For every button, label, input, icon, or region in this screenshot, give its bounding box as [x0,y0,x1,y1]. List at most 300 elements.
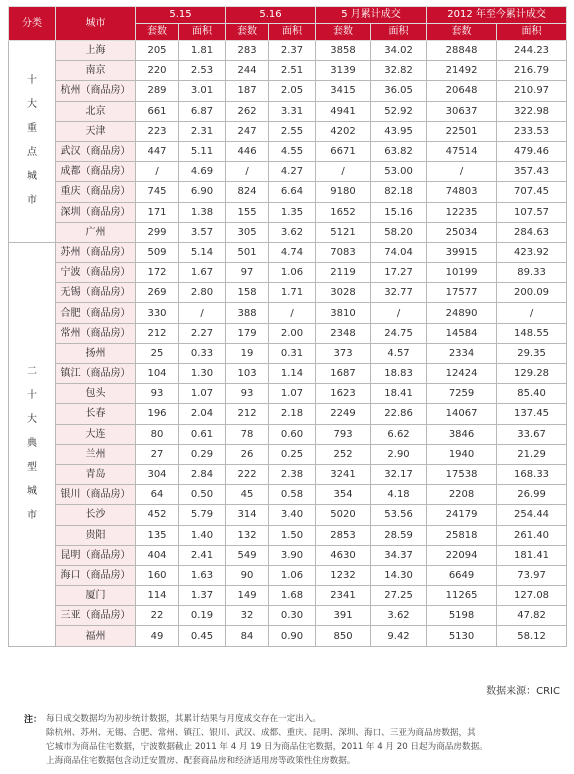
area-cell: 32.82 [371,61,427,81]
units-cell: / [226,162,269,182]
category-char: 十 [27,75,37,87]
units-cell: 5121 [316,222,371,242]
area-cell: 210.97 [497,81,567,101]
area-cell: 52.92 [371,101,427,121]
header-area: 面积 [497,24,567,41]
table-row [9,525,567,545]
units-cell: 289 [136,81,179,101]
area-cell: 707.45 [497,182,567,202]
units-cell: 3241 [316,464,371,484]
area-cell: 3.62 [269,222,316,242]
area-cell: / [371,303,427,323]
area-cell: 1.07 [179,384,226,404]
table-row [9,263,567,283]
units-cell: 3415 [316,81,371,101]
area-cell: 21.29 [497,444,567,464]
units-cell: 283 [226,41,269,61]
area-cell: 2.80 [179,283,226,303]
area-cell: 1.06 [269,263,316,283]
area-cell: 4.55 [269,141,316,161]
units-cell: 25034 [427,222,497,242]
units-cell: 28848 [427,41,497,61]
note-line: 上海商品住宅数据包含动迁安置房、配套商品房和经济适用房等政策性住房数据。 [46,756,356,766]
units-cell: / [427,162,497,182]
table-row [9,424,567,444]
units-cell: 93 [136,384,179,404]
units-cell: 2853 [316,525,371,545]
units-cell: 22501 [427,121,497,141]
city-cell: 成都（商品房） [56,162,136,182]
units-cell: 4202 [316,121,371,141]
area-cell: 216.79 [497,61,567,81]
area-cell: 0.33 [179,343,226,363]
units-cell: 212 [226,404,269,424]
category-char: 城 [27,171,37,183]
table-row [9,586,567,606]
area-cell: 2.31 [179,121,226,141]
city-cell: 福州 [56,626,136,646]
units-cell: 1232 [316,565,371,585]
category-char: 大 [27,414,37,426]
units-cell: 1940 [427,444,497,464]
area-cell: 1.38 [179,202,226,222]
units-cell: 21492 [427,61,497,81]
table-row [9,141,567,161]
city-cell: 海口（商品房） [56,565,136,585]
area-cell: 0.60 [269,424,316,444]
units-cell: 3028 [316,283,371,303]
area-cell: 24.75 [371,323,427,343]
area-cell: 33.67 [497,424,567,444]
units-cell: 299 [136,222,179,242]
city-cell: 常州（商品房） [56,323,136,343]
units-cell: 78 [226,424,269,444]
city-cell: 三亚（商品房） [56,606,136,626]
units-cell: 103 [226,364,269,384]
area-cell: 1.14 [269,364,316,384]
area-cell: 0.58 [269,485,316,505]
note-label: 注： [24,715,43,725]
table-row [9,545,567,565]
category-char: 二 [27,366,37,378]
table-row [9,81,567,101]
area-cell: 0.90 [269,626,316,646]
area-cell: 53.00 [371,162,427,182]
area-cell: 322.98 [497,101,567,121]
units-cell: 132 [226,525,269,545]
units-cell: 149 [226,586,269,606]
units-cell: 2119 [316,263,371,283]
units-cell: 49 [136,626,179,646]
area-cell: 34.02 [371,41,427,61]
units-cell: / [136,162,179,182]
units-cell: 330 [136,303,179,323]
note-line: 除杭州、苏州、无锡、合肥、常州、镇江、银川、武汉、成都、重庆、昆明、深圳、海口、三亚为商品房数据，其 [46,728,476,738]
city-cell: 长春 [56,404,136,424]
table-row [9,343,567,363]
city-cell: 银川（商品房） [56,485,136,505]
area-cell: 22.86 [371,404,427,424]
units-cell: / [316,162,371,182]
header-area: 面积 [179,24,226,41]
units-cell: 114 [136,586,179,606]
area-cell: 34.37 [371,545,427,565]
table-body [9,41,567,647]
units-cell: 2208 [427,485,497,505]
footnote [46,712,556,768]
units-cell: 47514 [427,141,497,161]
area-cell: 1.07 [269,384,316,404]
header-category: 分类 [9,7,56,41]
area-cell: 2.41 [179,545,226,565]
area-cell: 3.31 [269,101,316,121]
city-cell: 贵阳 [56,525,136,545]
units-cell: 2348 [316,323,371,343]
area-cell: 5.14 [179,242,226,262]
area-cell: 2.90 [371,444,427,464]
area-cell: 1.30 [179,364,226,384]
table-row [9,606,567,626]
area-cell: 0.19 [179,606,226,626]
area-cell: 0.30 [269,606,316,626]
city-cell: 大连 [56,424,136,444]
city-cell: 宁波（商品房） [56,263,136,283]
area-cell: 2.84 [179,464,226,484]
units-cell: 22094 [427,545,497,565]
units-cell: 93 [226,384,269,404]
category-char: 城 [27,486,37,498]
area-cell: 261.40 [497,525,567,545]
area-cell: 9.42 [371,626,427,646]
area-cell: 127.08 [497,586,567,606]
units-cell: 97 [226,263,269,283]
city-cell: 包头 [56,384,136,404]
area-cell: 1.35 [269,202,316,222]
area-cell: 137.45 [497,404,567,424]
table-row [9,505,567,525]
units-cell: 3858 [316,41,371,61]
area-cell: 2.53 [179,61,226,81]
area-cell: 36.05 [371,81,427,101]
area-cell: 89.33 [497,263,567,283]
area-cell: 4.18 [371,485,427,505]
area-cell: 168.33 [497,464,567,484]
city-cell: 上海 [56,41,136,61]
units-cell: 155 [226,202,269,222]
city-cell: 镇江（商品房） [56,364,136,384]
area-cell: 6.90 [179,182,226,202]
table-row [9,242,567,262]
category-char: 大 [27,99,37,111]
units-cell: 25818 [427,525,497,545]
city-cell: 武汉（商品房） [56,141,136,161]
units-cell: 25 [136,343,179,363]
area-cell: 26.99 [497,485,567,505]
area-cell: 2.55 [269,121,316,141]
units-cell: 32 [226,606,269,626]
city-cell: 重庆（商品房） [56,182,136,202]
city-cell: 兰州 [56,444,136,464]
area-cell: 3.40 [269,505,316,525]
table-row [9,404,567,424]
units-cell: 220 [136,61,179,81]
units-cell: 5198 [427,606,497,626]
area-cell: 1.06 [269,565,316,585]
units-cell: 84 [226,626,269,646]
area-cell: 244.23 [497,41,567,61]
area-cell: 1.71 [269,283,316,303]
header-units: 套数 [226,24,269,41]
table-row [9,222,567,242]
area-cell: 148.55 [497,323,567,343]
units-cell: 305 [226,222,269,242]
table-row [9,444,567,464]
units-cell: 354 [316,485,371,505]
units-cell: 247 [226,121,269,141]
units-cell: 3810 [316,303,371,323]
units-cell: 135 [136,525,179,545]
units-cell: 824 [226,182,269,202]
units-cell: 104 [136,364,179,384]
area-cell: 3.57 [179,222,226,242]
units-cell: 745 [136,182,179,202]
units-cell: 64 [136,485,179,505]
area-cell: 32.17 [371,464,427,484]
units-cell: 39915 [427,242,497,262]
units-cell: 262 [226,101,269,121]
units-cell: 6671 [316,141,371,161]
area-cell: 0.45 [179,626,226,646]
units-cell: 171 [136,202,179,222]
units-cell: 26 [226,444,269,464]
area-cell: 17.27 [371,263,427,283]
area-cell: 4.57 [371,343,427,363]
units-cell: 172 [136,263,179,283]
table-row [9,41,567,61]
units-cell: 12424 [427,364,497,384]
area-cell: 29.35 [497,343,567,363]
units-cell: 90 [226,565,269,585]
area-cell: 2.38 [269,464,316,484]
area-cell: 2.04 [179,404,226,424]
area-cell: 0.50 [179,485,226,505]
units-cell: 30637 [427,101,497,121]
table-row [9,323,567,343]
units-cell: 452 [136,505,179,525]
units-cell: 196 [136,404,179,424]
category-char: 典 [27,438,37,450]
table-row [9,202,567,222]
area-cell: 254.44 [497,505,567,525]
area-cell: 32.77 [371,283,427,303]
area-cell: 4.74 [269,242,316,262]
units-cell: 80 [136,424,179,444]
units-cell: 14067 [427,404,497,424]
area-cell: 284.63 [497,222,567,242]
area-cell: 58.20 [371,222,427,242]
area-cell: 18.41 [371,384,427,404]
area-cell: 2.05 [269,81,316,101]
area-cell: 107.57 [497,202,567,222]
category-char: 点 [27,147,37,159]
category-char: 市 [27,510,37,522]
area-cell: 53.56 [371,505,427,525]
category-char: 市 [27,195,37,207]
area-cell: 43.95 [371,121,427,141]
area-cell: 233.53 [497,121,567,141]
header-units: 套数 [136,24,179,41]
units-cell: 223 [136,121,179,141]
header-group-1: 5.15 [136,7,226,24]
area-cell: 14.30 [371,565,427,585]
city-cell: 无锡（商品房） [56,283,136,303]
units-cell: 404 [136,545,179,565]
units-cell: 314 [226,505,269,525]
area-cell: 63.82 [371,141,427,161]
area-cell: 4.69 [179,162,226,182]
area-cell: 0.25 [269,444,316,464]
units-cell: 509 [136,242,179,262]
units-cell: 17577 [427,283,497,303]
area-cell: 4.27 [269,162,316,182]
area-cell: 5.79 [179,505,226,525]
city-cell: 合肥（商品房） [56,303,136,323]
table-row [9,61,567,81]
note-line: 它城市为商品住宅数据，宁波数据截止 2011 年 4 月 19 日为商品住宅数据，2011 年 4 月 20 日起为商品房数据。 [46,742,488,752]
units-cell: 1623 [316,384,371,404]
city-cell: 南京 [56,61,136,81]
table-row [9,283,567,303]
area-cell: 18.83 [371,364,427,384]
units-cell: 2341 [316,586,371,606]
units-cell: 74803 [427,182,497,202]
units-cell: 549 [226,545,269,565]
area-cell: 1.67 [179,263,226,283]
units-cell: 22 [136,606,179,626]
city-cell: 天津 [56,121,136,141]
category-label [9,242,56,646]
city-cell: 北京 [56,101,136,121]
area-cell: 2.27 [179,323,226,343]
units-cell: 20648 [427,81,497,101]
units-cell: 661 [136,101,179,121]
units-cell: 793 [316,424,371,444]
city-cell: 深圳（商品房） [56,202,136,222]
category-char: 重 [27,123,37,135]
housing-transaction-table [8,6,567,647]
units-cell: 160 [136,565,179,585]
units-cell: 45 [226,485,269,505]
area-cell: 3.90 [269,545,316,565]
units-cell: 205 [136,41,179,61]
units-cell: 12235 [427,202,497,222]
units-cell: 2249 [316,404,371,424]
units-cell: 179 [226,323,269,343]
city-cell: 扬州 [56,343,136,363]
units-cell: 269 [136,283,179,303]
header-group-3: 5 月累计成交 [316,7,427,24]
units-cell: 158 [226,283,269,303]
city-cell: 广州 [56,222,136,242]
table-row [9,303,567,323]
area-cell: 15.16 [371,202,427,222]
area-cell: / [497,303,567,323]
data-source: 数据来源：CRIC [486,686,560,697]
units-cell: 2334 [427,343,497,363]
city-cell: 厦门 [56,586,136,606]
area-cell: 5.11 [179,141,226,161]
area-cell: 357.43 [497,162,567,182]
units-cell: 27 [136,444,179,464]
header-units: 套数 [427,24,497,41]
units-cell: 14584 [427,323,497,343]
category-char: 型 [27,462,37,474]
header-area: 面积 [371,24,427,41]
area-cell: 2.00 [269,323,316,343]
area-cell: 0.29 [179,444,226,464]
units-cell: 4941 [316,101,371,121]
units-cell: 244 [226,61,269,81]
units-cell: 501 [226,242,269,262]
area-cell: 129.28 [497,364,567,384]
area-cell: 2.51 [269,61,316,81]
units-cell: 391 [316,606,371,626]
area-cell: 479.46 [497,141,567,161]
table-row [9,162,567,182]
city-cell: 长沙 [56,505,136,525]
table-row [9,101,567,121]
table-row [9,485,567,505]
units-cell: 187 [226,81,269,101]
area-cell: 3.62 [371,606,427,626]
units-cell: 24890 [427,303,497,323]
table-row [9,364,567,384]
area-cell: 73.97 [497,565,567,585]
units-cell: 446 [226,141,269,161]
category-label [9,41,56,243]
area-cell: 85.40 [497,384,567,404]
table-row [9,626,567,646]
city-cell: 昆明（商品房） [56,545,136,565]
units-cell: 1687 [316,364,371,384]
units-cell: 252 [316,444,371,464]
header-units: 套数 [316,24,371,41]
area-cell: 3.01 [179,81,226,101]
area-cell: 423.92 [497,242,567,262]
units-cell: 7259 [427,384,497,404]
units-cell: 212 [136,323,179,343]
table-row [9,384,567,404]
area-cell: 27.25 [371,586,427,606]
area-cell: 6.64 [269,182,316,202]
area-cell: 2.18 [269,404,316,424]
header-city: 城市 [56,7,136,41]
area-cell: 74.04 [371,242,427,262]
area-cell: 1.40 [179,525,226,545]
city-cell: 杭州（商品房） [56,81,136,101]
area-cell: 1.63 [179,565,226,585]
area-cell: 181.41 [497,545,567,565]
units-cell: 11265 [427,586,497,606]
area-cell: 0.61 [179,424,226,444]
area-cell: / [179,303,226,323]
table-row [9,121,567,141]
units-cell: 10199 [427,263,497,283]
area-cell: 82.18 [371,182,427,202]
note-line: 每日成交数据均为初步统计数据，其累计结果与月度成交存在一定出入。 [46,714,322,724]
units-cell: 4630 [316,545,371,565]
area-cell: / [269,303,316,323]
